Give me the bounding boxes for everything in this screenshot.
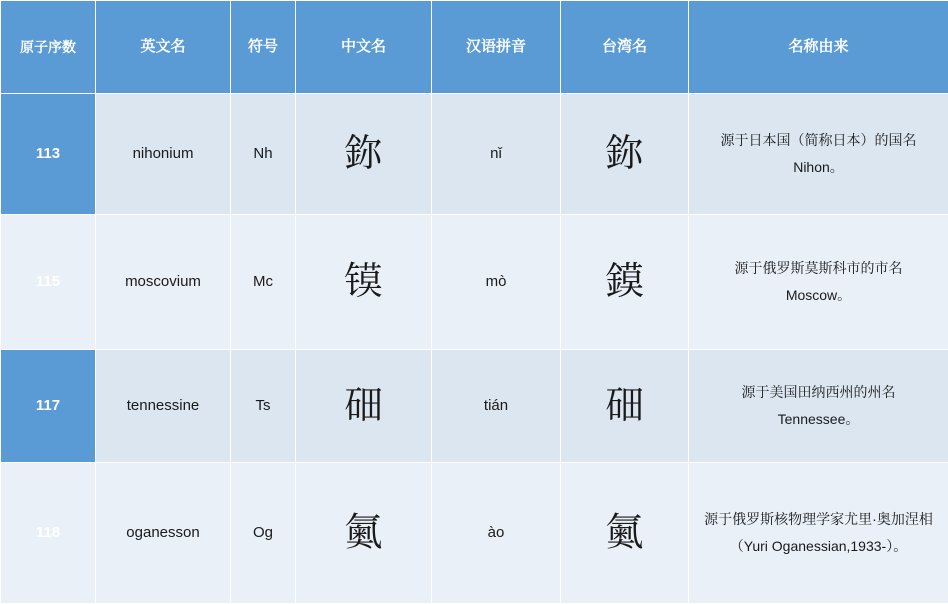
cell-atomic-number: 115 [1, 215, 96, 350]
cell-pinyin: ào [432, 463, 561, 604]
table-row [1, 94, 948, 215]
cell-symbol: Mc [231, 215, 296, 350]
column-header-atomic-number: 原子序数 [1, 1, 96, 94]
cell-name-origin: 源于日本国（简称日本）的国名Nihon。 [689, 94, 948, 215]
cell-english-name: nihonium [96, 94, 231, 215]
column-header-symbol: 符号 [231, 1, 296, 94]
table-row [1, 215, 948, 350]
cell-chinese-name: 镆 [296, 215, 432, 350]
cell-pinyin: mò [432, 215, 561, 350]
cell-english-name: moscovium [96, 215, 231, 350]
table-body [1, 94, 948, 604]
cell-chinese-name: 鿫 [296, 463, 432, 604]
cell-chinese-name: 鿬 [296, 350, 432, 463]
cell-taiwan-name: 鉨 [561, 94, 689, 215]
cell-taiwan-name: 鿬 [561, 350, 689, 463]
table-header [1, 1, 948, 94]
cell-symbol: Nh [231, 94, 296, 215]
cell-english-name: tennessine [96, 350, 231, 463]
table-row [1, 350, 948, 463]
cell-symbol: Og [231, 463, 296, 604]
cell-atomic-number: 117 [1, 350, 96, 463]
column-header-english-name: 英文名 [96, 1, 231, 94]
column-header-chinese-name: 中文名 [296, 1, 432, 94]
column-header-taiwan-name: 台湾名 [561, 1, 689, 94]
column-header-name-origin: 名称由来 [689, 1, 948, 94]
cell-symbol: Ts [231, 350, 296, 463]
cell-name-origin: 源于美国田纳西州的州名Tennessee。 [689, 350, 948, 463]
cell-english-name: oganesson [96, 463, 231, 604]
cell-name-origin: 源于俄罗斯莫斯科市的市名Moscow。 [689, 215, 948, 350]
cell-atomic-number: 118 [1, 463, 96, 604]
cell-taiwan-name: 鿫 [561, 463, 689, 604]
table-row [1, 463, 948, 604]
column-header-pinyin: 汉语拼音 [432, 1, 561, 94]
cell-pinyin: nǐ [432, 94, 561, 215]
table-header-row [1, 1, 948, 94]
cell-pinyin: tián [432, 350, 561, 463]
cell-chinese-name: 鉨 [296, 94, 432, 215]
cell-atomic-number: 113 [1, 94, 96, 215]
cell-name-origin: 源于俄罗斯核物理学家尤里·奥加涅相（Yuri Oganessian,1933-）。 [689, 463, 948, 604]
cell-taiwan-name: 鏌 [561, 215, 689, 350]
